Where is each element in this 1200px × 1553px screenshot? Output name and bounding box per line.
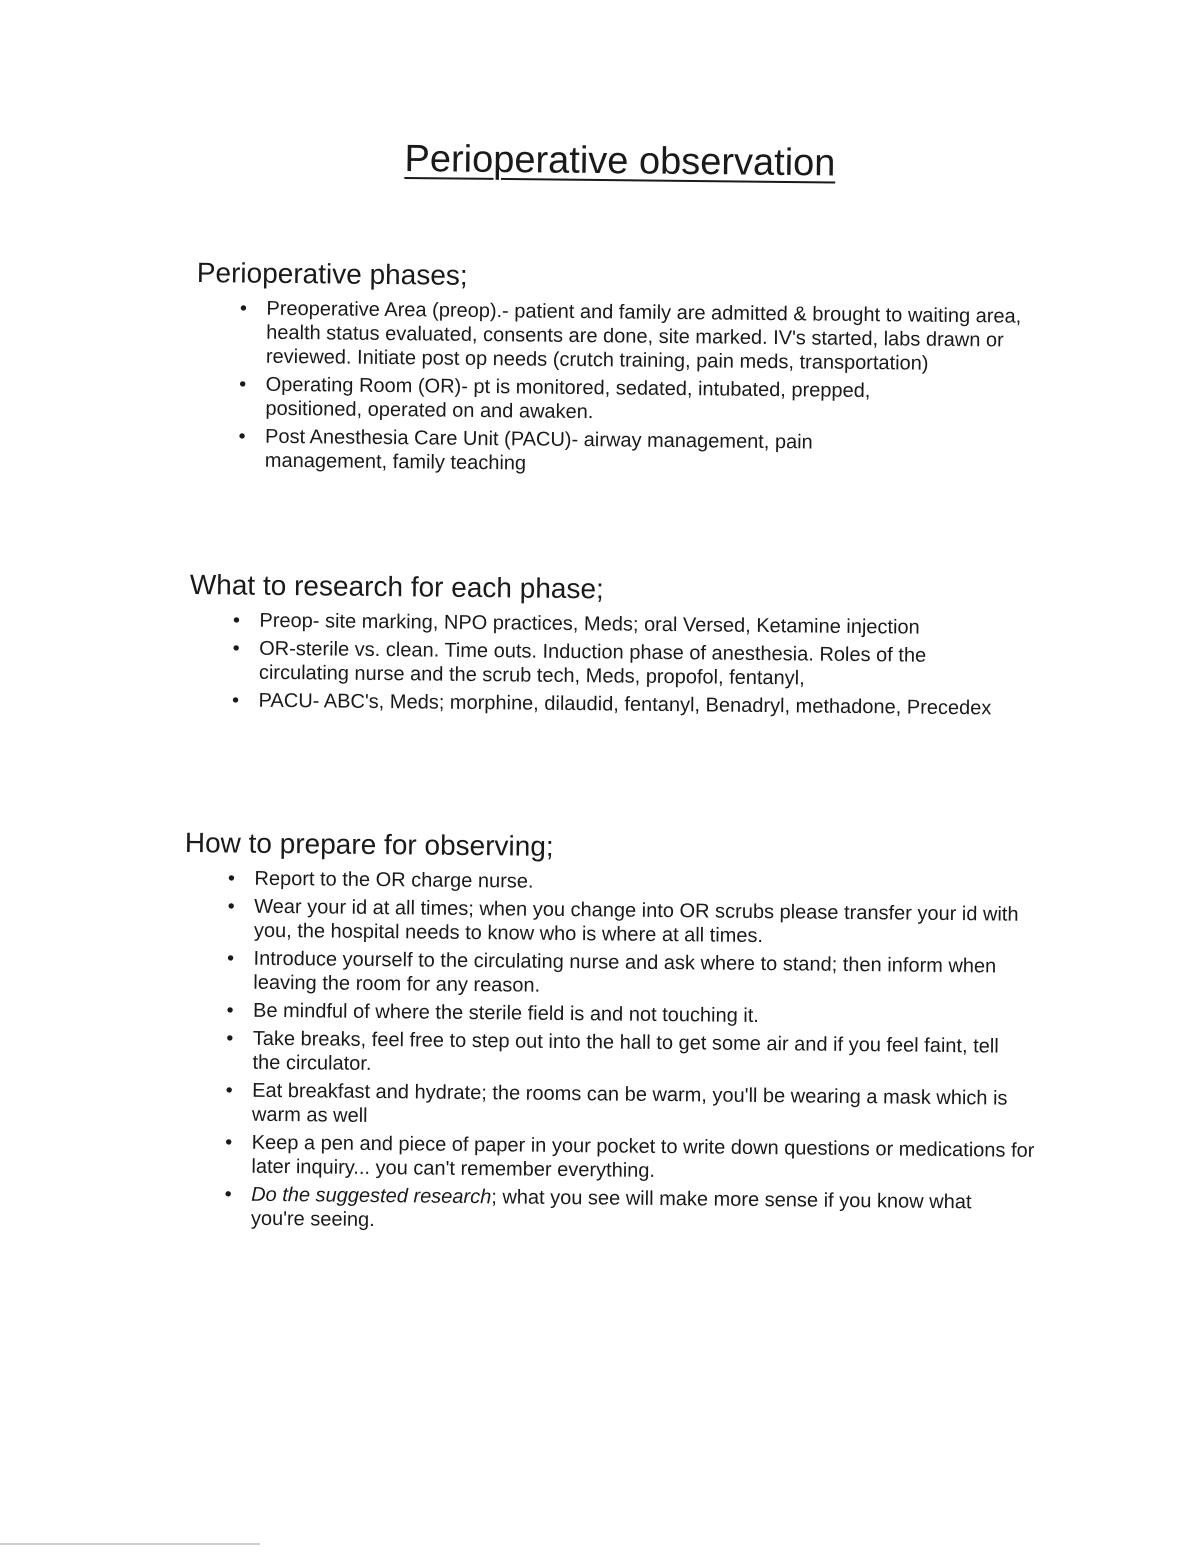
bullet-icon: • [226,1027,234,1050]
list-item [221,1182,1011,1238]
list-item [235,424,905,479]
list-item-text: Preop- site marking, NPO practices, Meds; oral Versed, Ketamine injection [259,609,920,639]
list-item-text: PACU- ABC's, Meds; morphine, dilaudid, fentanyl, Benadryl, methadone, Precedex [258,689,992,720]
list-item-text: Preoperative Area (preop).- patient and family are admitted & brought to waiting area, health status evaluated, consents are done, site marked. IV's started, labs drawn or reviewed. Initiate post op needs (crutch training, pain meds, transportation) [265,297,1022,375]
section-perioperative-phases [195,256,1057,485]
bullet-list [188,608,1049,721]
section-how-to-prepare [181,826,1045,1243]
bullet-icon: • [226,947,235,970]
list-item-text: Report to the OR charge nurse. [254,867,534,893]
section-heading: How to prepare for observing; [184,826,554,862]
page-title: Perioperative observation [404,137,836,185]
bullet-list [195,296,1057,481]
bullet-icon: • [225,1131,233,1154]
list-item-emphasis: Do the suggested research [251,1183,492,1209]
list-item [222,1078,1022,1134]
list-item [235,372,965,428]
list-item [229,608,959,640]
list-item-text: Keep a pen and piece of paper in your pocket to write down questions or medications for later inquiry... you can't remember everything. [251,1131,1035,1182]
list-item-text: Post Anesthesia Care Unit (PACU)- airway management, pain management, family teaching [264,425,813,475]
section-heading: What to research for each phase; [189,568,604,605]
list-item [223,946,1013,1002]
list-item [221,1130,1041,1187]
list-item-text: Take breaks, feel free to step out into the hall to get some air and if you feel faint, tell the circulator. [252,1027,999,1075]
list-item [229,636,1019,692]
list-item [224,894,1044,951]
list-item [236,296,1027,376]
bullet-icon: • [227,867,236,890]
bullet-icon: • [238,425,246,448]
bullet-icon: • [224,1183,232,1206]
section-heading: Perioperative phases; [196,256,468,291]
list-item [224,866,1044,899]
bullet-icon: • [232,637,240,660]
bullet-list [181,866,1045,1239]
list-item-text: ; what you see will make more sense if you know what you're seeing. [250,1186,972,1232]
list-item-text: Be mindful of where the sterile field is and not touching it. [252,999,760,1028]
bullet-icon: • [232,609,241,632]
bullet-icon: • [231,689,240,712]
list-item-text: Wear your id at all times; when you change into OR scrubs please transfer your id with you, the hospital needs to know who is where at all times. [253,895,1019,948]
list-item-text: Eat breakfast and hydrate; the rooms can be warm, you'll be wearing a mask which is warm as well [251,1079,1008,1127]
bullet-icon: • [227,895,235,918]
list-item [222,1026,1022,1082]
list-item [223,998,1043,1031]
list-item-text: OR-sterile vs. clean. Time outs. Induction phase of anesthesia. Roles of the circulating nurse and the scrub tech, Meds, propofol, fentanyl, [258,637,927,690]
section-what-to-research [188,568,1050,725]
bullet-icon: • [225,1079,233,1102]
list-item-text: Operating Room (OR)- pt is monitored, sedated, intubated, prepped, positioned, operated on and awaken. [265,373,871,424]
scan-edge-line [0,1543,260,1545]
list-item-text: Introduce yourself to the circulating nurse and ask where to stand; then inform when leaving the room for any reason. [253,947,997,997]
bullet-icon: • [239,297,248,320]
bullet-icon: • [239,373,247,396]
bullet-icon: • [226,999,234,1022]
list-item [228,688,1048,721]
